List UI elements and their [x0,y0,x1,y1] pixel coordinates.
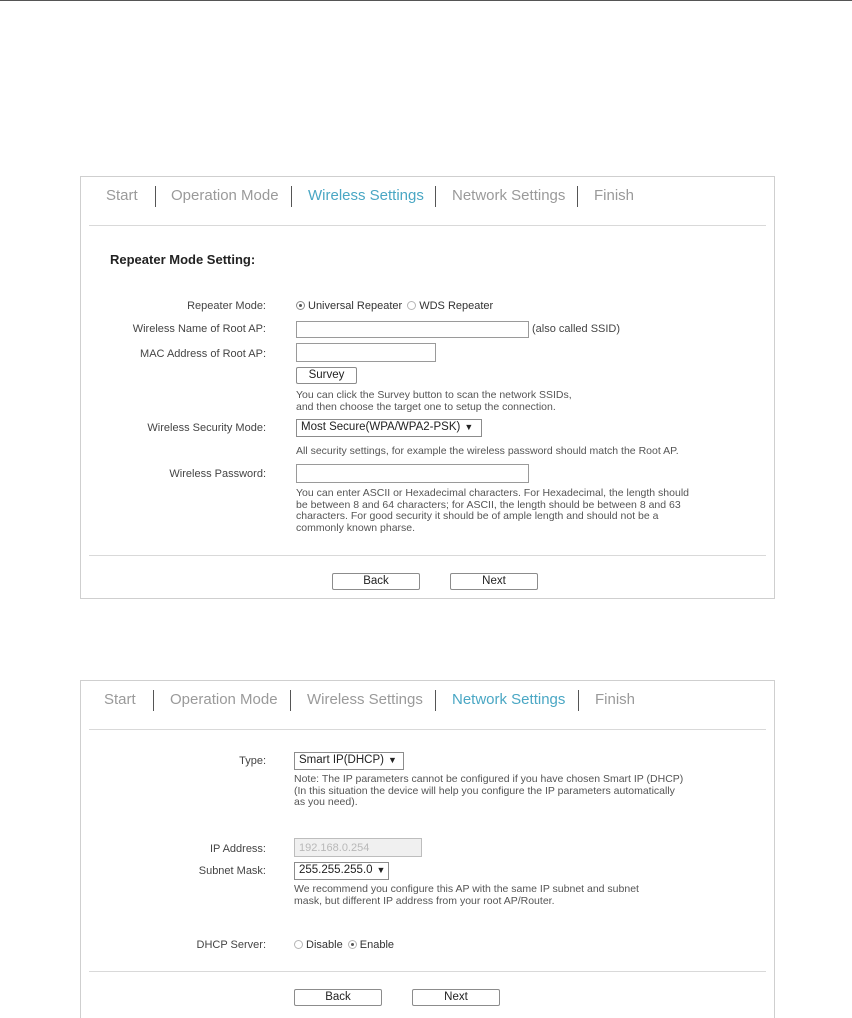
tab-start[interactable]: Start [104,691,136,708]
type-note-line: Note: The IP parameters cannot be configured if you have chosen Smart IP (DHCP) [294,773,684,785]
tab-wireless-settings[interactable]: Wireless Settings [307,691,423,708]
survey-help-text [296,390,572,413]
dhcp-enable-label: Enable [359,939,395,951]
type-select[interactable] [294,752,404,770]
password-help-line: commonly known pharse. [296,521,416,534]
tab-separator [435,690,436,711]
type-note-line: as you need). [294,796,358,808]
subnet-mask-value: 255.255.255.0 [299,864,373,876]
type-value: Smart IP(DHCP) [299,754,384,766]
tab-start[interactable]: Start [106,187,138,204]
tab-finish[interactable]: Finish [594,187,635,204]
wds-repeater-radio[interactable] [407,301,416,310]
tab-operation-mode[interactable]: Operation Mode [171,187,279,204]
dhcp-disable-radio[interactable] [294,940,303,949]
dhcp-server-group [294,939,396,951]
section-title: Repeater Mode Setting: [110,252,256,267]
back-button[interactable]: Back [332,573,420,590]
wireless-password-input[interactable] [296,464,529,483]
subnet-help-line: We recommend you configure this AP with the same IP subnet and subnet [294,883,639,895]
subnet-help-text [294,884,639,907]
survey-help-line: You can click the Survey button to scan the network SSIDs, [296,389,572,401]
wizard-tabs [81,177,774,215]
ip-address-input[interactable] [294,838,422,857]
survey-help-line: and then choose the target one to setup the connection. [296,400,556,413]
tab-separator [153,690,154,711]
password-help-line: characters. For good security it should be of ample length and should not be a [296,510,659,522]
tab-separator [291,186,292,207]
security-mode-label: Wireless Security Mode: [147,422,266,434]
security-mode-select[interactable] [296,419,482,437]
tab-wireless-settings[interactable]: Wireless Settings [308,187,424,204]
footer-divider [89,555,766,556]
tabs-divider [89,729,766,730]
network-settings-panel [80,680,775,1018]
repeater-mode-label: Repeater Mode: [187,300,266,312]
type-note-line: (In this situation the device will help you configure the IP parameters automatically [294,784,675,797]
tab-separator [578,690,579,711]
tabs-divider [89,225,766,226]
subnet-mask-select[interactable] [294,862,389,880]
universal-repeater-label: Universal Repeater [308,300,403,312]
next-button[interactable]: Next [450,573,538,590]
page-top-rule [0,0,852,1]
tab-separator [577,186,578,207]
root-ap-mac-label: MAC Address of Root AP: [140,348,266,360]
tab-network-settings[interactable]: Network Settings [452,187,566,204]
tab-separator [435,186,436,207]
universal-repeater-radio[interactable] [296,301,305,310]
dropdown-caret-icon: ▼ [376,865,386,875]
password-help-line: You can enter ASCII or Hexadecimal characters. For Hexadecimal, the length should [296,487,689,499]
security-help-text: All security settings, for example the wireless password should match the Root AP. [296,445,679,457]
subnet-mask-label: Subnet Mask: [198,865,266,877]
ip-address-label: IP Address: [209,843,266,855]
root-ap-mac-input[interactable] [296,343,436,362]
dhcp-enable-radio[interactable] [348,940,357,949]
subnet-help-line: mask, but different IP address from your root AP/Router. [294,894,555,907]
tab-network-settings[interactable]: Network Settings [452,691,566,708]
password-help-text [296,488,689,534]
dhcp-server-label: DHCP Server: [196,939,266,951]
next-button[interactable]: Next [412,989,500,1006]
wireless-password-label: Wireless Password: [169,468,266,480]
survey-button[interactable]: Survey [296,367,357,384]
wizard-tabs [81,681,774,719]
tab-separator [290,690,291,711]
root-ap-name-label: Wireless Name of Root AP: [132,323,266,335]
repeater-mode-group [296,300,495,312]
tab-operation-mode[interactable]: Operation Mode [170,691,278,708]
type-note-text [294,774,683,809]
tab-finish[interactable]: Finish [595,691,636,708]
dropdown-caret-icon: ▼ [464,422,474,432]
wds-repeater-label: WDS Repeater [419,300,494,312]
root-ap-name-input[interactable] [296,321,529,338]
ssid-hint: (also called SSID) [532,323,621,335]
footer-divider [89,971,766,972]
type-label: Type: [239,755,266,767]
repeater-mode-panel [80,176,775,599]
back-button[interactable]: Back [294,989,382,1006]
security-mode-value: Most Secure(WPA/WPA2-PSK) [301,421,461,433]
dhcp-disable-label: Disable [306,939,343,951]
dropdown-caret-icon: ▼ [387,755,397,765]
password-help-line: be between 8 and 64 characters; for ASCII, the length should be between 8 and 63 [296,498,681,511]
tab-separator [155,186,156,207]
